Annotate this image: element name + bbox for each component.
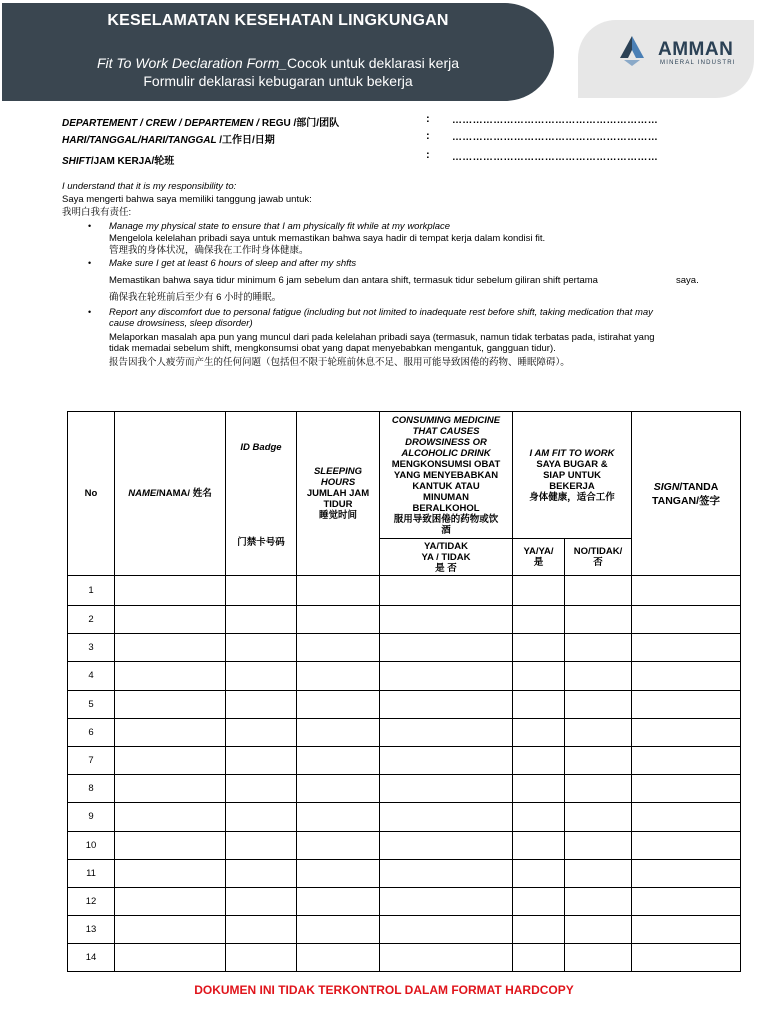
intro-id: Saya mengerti bahwa saya memiliki tanggung jawab untuk: bbox=[62, 194, 312, 205]
id-badge-cell[interactable] bbox=[226, 775, 297, 803]
bullet-1-en: Manage my physical state to ensure that I am physically fit while at my workplace bbox=[109, 221, 451, 232]
id-badge-cell[interactable] bbox=[226, 746, 297, 774]
fit-yes-cell[interactable] bbox=[513, 887, 565, 915]
row-number: 4 bbox=[68, 662, 115, 690]
intro-zh: 我明白我有责任: bbox=[62, 207, 132, 218]
sleep-hours-cell[interactable] bbox=[297, 718, 380, 746]
sign-cell[interactable] bbox=[632, 803, 741, 831]
name-cell[interactable] bbox=[115, 662, 226, 690]
row-number: 11 bbox=[68, 859, 115, 887]
name-cell[interactable] bbox=[115, 690, 226, 718]
bullet-1-zh: 管理我的身体状况，确保我在工作时身体健康。 bbox=[109, 245, 309, 256]
fit-yes-cell[interactable] bbox=[513, 916, 565, 944]
field-colon: : bbox=[426, 130, 430, 142]
table-row bbox=[68, 718, 741, 746]
id-badge-cell[interactable] bbox=[226, 634, 297, 662]
id-badge-cell[interactable] bbox=[226, 916, 297, 944]
medicine-cell[interactable] bbox=[380, 690, 513, 718]
medicine-cell[interactable] bbox=[380, 887, 513, 915]
sign-cell[interactable] bbox=[632, 634, 741, 662]
name-cell[interactable] bbox=[115, 576, 226, 606]
logo-name: AMMAN bbox=[658, 39, 734, 60]
header-fit-yes: YA/YA/ 是 bbox=[513, 539, 565, 576]
declaration-table bbox=[67, 411, 741, 972]
table-row bbox=[68, 634, 741, 662]
medicine-cell[interactable] bbox=[380, 746, 513, 774]
bullet-2-zh: 确保我在轮班前后至少有 6 小时的睡眠。 bbox=[109, 292, 282, 303]
name-cell[interactable] bbox=[115, 944, 226, 972]
table-row bbox=[68, 775, 741, 803]
fit-yes-cell[interactable] bbox=[513, 662, 565, 690]
medicine-cell[interactable] bbox=[380, 944, 513, 972]
header-id-badge: ID Badge 门禁卡号码 bbox=[226, 412, 297, 576]
sleep-hours-cell[interactable] bbox=[297, 859, 380, 887]
sleep-hours-cell[interactable] bbox=[297, 775, 380, 803]
fit-no-cell[interactable] bbox=[565, 576, 632, 606]
name-cell[interactable] bbox=[115, 634, 226, 662]
row-number: 8 bbox=[68, 775, 115, 803]
row-number: 6 bbox=[68, 718, 115, 746]
row-number: 3 bbox=[68, 634, 115, 662]
bullet-marker: • bbox=[88, 258, 92, 268]
footer-notice: DOKUMEN INI TIDAK TERKONTROL DALAM FORMAT HARDCOPY bbox=[194, 983, 574, 997]
header-sign: SIGN/TANDA TANGAN/签字 bbox=[632, 412, 741, 576]
table-row bbox=[68, 746, 741, 774]
row-number: 14 bbox=[68, 944, 115, 972]
medicine-cell[interactable] bbox=[380, 831, 513, 859]
id-badge-cell[interactable] bbox=[226, 944, 297, 972]
id-badge-cell[interactable] bbox=[226, 859, 297, 887]
form-subtitle-line2: Formulir deklarasi kebugaran untuk bekerja bbox=[143, 73, 413, 89]
id-badge-cell[interactable] bbox=[226, 576, 297, 606]
row-number: 12 bbox=[68, 887, 115, 915]
sign-cell[interactable] bbox=[632, 916, 741, 944]
fit-yes-cell[interactable] bbox=[513, 718, 565, 746]
id-badge-cell[interactable] bbox=[226, 803, 297, 831]
fit-no-cell[interactable] bbox=[565, 606, 632, 634]
fit-yes-cell[interactable] bbox=[513, 606, 565, 634]
fit-no-cell[interactable] bbox=[565, 690, 632, 718]
table-row bbox=[68, 916, 741, 944]
name-cell[interactable] bbox=[115, 606, 226, 634]
row-number: 13 bbox=[68, 916, 115, 944]
sign-cell[interactable] bbox=[632, 662, 741, 690]
sign-cell[interactable] bbox=[632, 690, 741, 718]
name-cell[interactable] bbox=[115, 916, 226, 944]
table-row bbox=[68, 662, 741, 690]
id-badge-cell[interactable] bbox=[226, 662, 297, 690]
amman-logo-icon bbox=[618, 36, 646, 66]
id-badge-cell[interactable] bbox=[226, 606, 297, 634]
name-cell[interactable] bbox=[115, 803, 226, 831]
bullet-1-id: Mengelola kelelahan pribadi saya untuk memastikan bahwa saya hadir di tempat kerja dalam kondisi fit. bbox=[109, 233, 546, 244]
field-department: DEPARTEMENT / CREW / DEPARTEMEN / REGU /部门/团队 bbox=[62, 118, 340, 129]
medicine-cell[interactable] bbox=[380, 775, 513, 803]
bullet-2-id-end: saya. bbox=[676, 275, 699, 286]
sleep-hours-cell[interactable] bbox=[297, 887, 380, 915]
medicine-cell[interactable] bbox=[380, 916, 513, 944]
id-badge-cell[interactable] bbox=[226, 831, 297, 859]
bullet-marker: • bbox=[88, 307, 92, 317]
row-number: 2 bbox=[68, 606, 115, 634]
field-date: HARI/TANGGAL/HARI/TANGGAL /工作日/日期 bbox=[62, 135, 275, 146]
sign-cell[interactable] bbox=[632, 831, 741, 859]
bullet-marker: • bbox=[88, 221, 92, 231]
row-number: 10 bbox=[68, 831, 115, 859]
medicine-cell[interactable] bbox=[380, 859, 513, 887]
header-medicine-yes-no: YA/TIDAK YA / TIDAK 是 否 bbox=[380, 539, 513, 576]
id-badge-cell[interactable] bbox=[226, 887, 297, 915]
sign-cell[interactable] bbox=[632, 576, 741, 606]
sign-cell[interactable] bbox=[632, 718, 741, 746]
sign-cell[interactable] bbox=[632, 746, 741, 774]
company-logo bbox=[578, 20, 754, 98]
row-number: 9 bbox=[68, 803, 115, 831]
fit-yes-cell[interactable] bbox=[513, 634, 565, 662]
bullet-3-zh: 报告因我个人疲劳而产生的任何问题（包括但不限于轮班前休息不足、服用可能导致困倦的药物、睡眠障碍）。 bbox=[109, 357, 570, 368]
fit-yes-cell[interactable] bbox=[513, 775, 565, 803]
medicine-cell[interactable] bbox=[380, 634, 513, 662]
sign-cell[interactable] bbox=[632, 859, 741, 887]
medicine-cell[interactable] bbox=[380, 803, 513, 831]
header-no: No bbox=[68, 412, 115, 576]
bullet-3-en1: Report any discomfort due to personal fatigue (including but not limited to inadequate rest before shift, taking medication that may bbox=[109, 307, 653, 318]
sleep-hours-cell[interactable] bbox=[297, 803, 380, 831]
sleep-hours-cell[interactable] bbox=[297, 576, 380, 606]
fit-no-cell[interactable] bbox=[565, 944, 632, 972]
sleep-hours-cell[interactable] bbox=[297, 634, 380, 662]
fit-yes-cell[interactable] bbox=[513, 803, 565, 831]
bullet-3-id1: Melaporkan masalah apa pun yang muncul dari pada kelelahan pribadi saya (termasuk, namun tidak terbatas pada, istirahat yang bbox=[109, 332, 655, 343]
table-row bbox=[68, 831, 741, 859]
sleep-hours-cell[interactable] bbox=[297, 606, 380, 634]
sleep-hours-cell[interactable] bbox=[297, 916, 380, 944]
sign-cell[interactable] bbox=[632, 775, 741, 803]
intro-en: I understand that it is my responsibility to: bbox=[62, 181, 237, 192]
bullet-2-id: Memastikan bahwa saya tidur minimum 6 jam sebelum dan antara shift, termasuk tidur sebelum giliran shift pertama bbox=[109, 275, 598, 286]
fit-yes-cell[interactable] bbox=[513, 831, 565, 859]
name-cell[interactable] bbox=[115, 831, 226, 859]
bullet-3-en2: cause drowsiness, sleep disorder) bbox=[109, 318, 253, 329]
row-number: 5 bbox=[68, 690, 115, 718]
field-colon: : bbox=[426, 149, 430, 161]
header-consuming-medicine: CONSUMING MEDICINE THAT CAUSES DROWSINESS OR ALCOHOLIC DRINK MENGKONSUMSI OBAT YANG MENYEBABKAN KANTUK ATAU MINUMAN BERALKOHOL 服用导致困倦的药物或饮 酒 bbox=[380, 412, 513, 539]
bullet-3-id2: tidak memadai sebelum shift, mengkonsumsi obat yang dapat menyebabkan mengantuk, gangguan tidur). bbox=[109, 343, 556, 354]
fit-yes-cell[interactable] bbox=[513, 576, 565, 606]
table-row bbox=[68, 803, 741, 831]
header-fit-no: NO/TIDAK/ 否 bbox=[565, 539, 632, 576]
medicine-cell[interactable] bbox=[380, 718, 513, 746]
form-title: KESELAMATAN KESEHATAN LINGKUNGAN bbox=[107, 12, 449, 29]
table-row bbox=[68, 859, 741, 887]
table-row bbox=[68, 887, 741, 915]
row-number: 7 bbox=[68, 746, 115, 774]
sleep-hours-cell[interactable] bbox=[297, 831, 380, 859]
fit-yes-cell[interactable] bbox=[513, 944, 565, 972]
fit-no-cell[interactable] bbox=[565, 803, 632, 831]
sign-cell[interactable] bbox=[632, 887, 741, 915]
header-fit-to-work: I AM FIT TO WORK SAYA BUGAR & SIAP UNTUK BEKERJA 身体健康，适合工作 bbox=[513, 412, 632, 539]
sleep-hours-cell[interactable] bbox=[297, 690, 380, 718]
form-subtitle: Fit To Work Declaration Form_Cocok untuk deklarasi kerja bbox=[96, 55, 460, 71]
fit-no-cell[interactable] bbox=[565, 634, 632, 662]
field-shift: SHIFT/JAM KERJA/轮班 bbox=[62, 156, 175, 167]
header-band bbox=[2, 3, 554, 101]
fit-yes-cell[interactable] bbox=[513, 746, 565, 774]
row-number: 1 bbox=[68, 576, 115, 606]
fit-no-cell[interactable] bbox=[565, 887, 632, 915]
name-cell[interactable] bbox=[115, 775, 226, 803]
fit-no-cell[interactable] bbox=[565, 662, 632, 690]
sleep-hours-cell[interactable] bbox=[297, 662, 380, 690]
table-row bbox=[68, 690, 741, 718]
header-sleeping-hours: SLEEPING HOURS JUMLAH JAM TIDUR 睡觉时间 bbox=[297, 412, 380, 576]
header-name: NAME/NAMA/ 姓名 bbox=[115, 412, 226, 576]
name-cell[interactable] bbox=[115, 718, 226, 746]
logo-tagline: MINERAL INDUSTRI bbox=[660, 60, 736, 66]
name-cell[interactable] bbox=[115, 887, 226, 915]
id-badge-cell[interactable] bbox=[226, 690, 297, 718]
name-cell[interactable] bbox=[115, 859, 226, 887]
sign-cell[interactable] bbox=[632, 606, 741, 634]
medicine-cell[interactable] bbox=[380, 576, 513, 606]
field-date-input[interactable]: …………………………………………………… bbox=[452, 132, 658, 143]
field-colon: : bbox=[426, 113, 430, 125]
fit-no-cell[interactable] bbox=[565, 746, 632, 774]
fit-no-cell[interactable] bbox=[565, 718, 632, 746]
fit-no-cell[interactable] bbox=[565, 775, 632, 803]
sleep-hours-cell[interactable] bbox=[297, 944, 380, 972]
medicine-cell[interactable] bbox=[380, 662, 513, 690]
fit-yes-cell[interactable] bbox=[513, 859, 565, 887]
name-cell[interactable] bbox=[115, 746, 226, 774]
id-badge-cell[interactable] bbox=[226, 718, 297, 746]
fit-no-cell[interactable] bbox=[565, 859, 632, 887]
field-shift-input[interactable]: …………………………………………………… bbox=[452, 152, 658, 163]
sign-cell[interactable] bbox=[632, 944, 741, 972]
table-row bbox=[68, 576, 741, 606]
bullet-2-en: Make sure I get at least 6 hours of sleep and after my shfts bbox=[109, 258, 357, 269]
field-department-input[interactable]: …………………………………………………… bbox=[452, 115, 658, 126]
fit-no-cell[interactable] bbox=[565, 916, 632, 944]
table-row bbox=[68, 944, 741, 972]
table-row bbox=[68, 606, 741, 634]
fit-no-cell[interactable] bbox=[565, 831, 632, 859]
sleep-hours-cell[interactable] bbox=[297, 746, 380, 774]
fit-yes-cell[interactable] bbox=[513, 690, 565, 718]
medicine-cell[interactable] bbox=[380, 606, 513, 634]
